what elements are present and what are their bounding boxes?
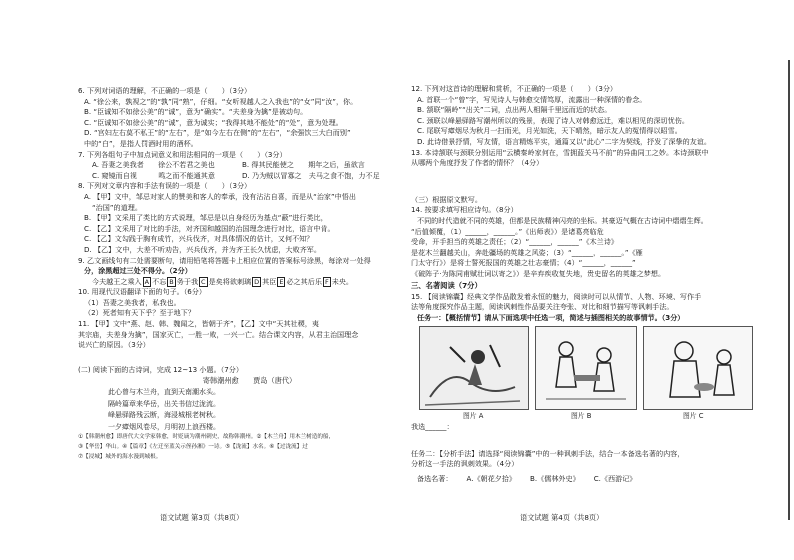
q15-stem: 15. 【阅读锦囊】经典文学作品散发着永恒的魅力，阅读时可以从情节、人物、环境、写作手 xyxy=(411,291,702,301)
right-page xyxy=(397,0,794,560)
q9-break-e[interactable]: E xyxy=(279,277,284,286)
q12-option-b-cont: C. 颈联以峰悬驿路写潮州所以的残景，表现了诗人对韩愈远迁，难以相见的深切忧伤。 xyxy=(417,115,689,125)
q7-option-d: D. 乃为贼以冒寡之 夫马之食不饱，力不足 xyxy=(242,170,380,180)
q9-break-d[interactable]: D xyxy=(254,277,260,286)
poem-note-3: ⑦【浸城】城外的海水漫到城根。 xyxy=(78,454,162,461)
q7-options-row2 xyxy=(78,171,381,182)
q7-options-row1 xyxy=(78,160,381,171)
q9-sentence xyxy=(78,277,381,288)
left-footer: 语文试题 第3页（共8页） xyxy=(160,513,244,522)
section-3-title: （三）根据原文默写。 xyxy=(411,194,482,204)
caption-c: 图片 C xyxy=(683,412,704,421)
q6-stem: 6. 下列对词语的理解，不正确的一项是（ ）（3分） xyxy=(78,86,252,95)
q7-stem: 7. 下列各组句子中加点词意义和用法相同的一项是（ ）（3分） xyxy=(78,149,287,159)
section-4-title: 三、名著阅读（7分） xyxy=(411,280,482,290)
caption-b: 图片 B xyxy=(571,412,592,421)
section-2-title: (二) 阅读下面的古诗词，完成 12~13 小题。（7分） xyxy=(78,364,243,374)
q14-para-4[interactable]: 是花木兰翻越关山，奔赴疆场的英雄之风姿；（3）“______，______。”《雁 xyxy=(411,247,643,257)
q6-option-c: C. “臣诚知不如徐公美”的“诚”，意为诚实；“我得其地不能处”的“处”，意为处理。 xyxy=(84,117,343,127)
q14-para-5[interactable]: 门太守行》）是将士誓死报国的英雄之壮志豪情；（4）“______，______” xyxy=(411,258,636,268)
q7-option-b: B. 得其民能使之 期年之后，虽欲言 xyxy=(242,160,365,170)
q9-text-3: 务于我 xyxy=(176,276,199,286)
q11-line-3: 说兴亡的原因。（3分） xyxy=(78,340,150,350)
book-c: C.《西游记》 xyxy=(593,474,637,484)
q14-para-1: 不同的时代造就不同的英雄，但都是民族精神闪亮的坐标。其豪迈气概在古诗词中熠熠生辉。 xyxy=(417,215,708,225)
illustration-c xyxy=(643,326,753,410)
poem-line-3: 峰悬驿路残云断，海浸城根老树秋。 xyxy=(108,411,220,420)
q9-break-f[interactable]: F xyxy=(324,277,329,286)
q7-option-c: C. 窥镜而自视 鸣之而不能通其意 xyxy=(92,170,215,180)
q13-stem-cont: 从哪两个角度抒发了作者的情怀？（4分） xyxy=(411,158,544,168)
poem-line-4: 一夕瘴烟风卷尽，月明初上浪西楼。 xyxy=(108,422,220,431)
book-a: A.《朝花夕拾》 xyxy=(466,474,517,484)
q6-option-d-cont: 中的“白”，是指人罚酒时用的酒杯。 xyxy=(84,138,198,148)
q6-option-d: D. “宫妇左右莫不私王”的“左右”，是“如今左右在侧”的“左右”，“余强饮三大白而别” xyxy=(84,128,351,138)
q9-text-1: 今夫越王之乘入 xyxy=(92,276,142,286)
task-2-cont: 分析这一手法的讽刺效果。（4分） xyxy=(411,459,519,469)
task-2: 任务二：【分析手法】请选择“阅读锦囊”中的一种讽刺手法，结合一本备选名著的内容， xyxy=(411,448,685,458)
q7-option-a: A. 吾妻之美我者 徐公不若君之美也 xyxy=(92,160,215,170)
q14-para-2[interactable]: “后值倾覆，（1）______，______。”《出师表》）是诸葛亮临危 xyxy=(411,226,604,236)
books-row xyxy=(411,474,774,485)
q9-sub: 分，涂黑超过三处不得分。（2分） xyxy=(84,266,192,276)
q8-option-b: B. 【甲】文采用了类比的方式说理，邹忌是以自身经历为基点“蔽”进行类比， xyxy=(84,213,328,223)
q11-line-2: 其宗庙，夫差身为擒”，国家灭亡，一胜一败，一兴一亡。结合课文内容，从君主治国理念 xyxy=(78,329,359,339)
q12-option-a: A. 首联一个“曾”字，写见诗人与韩愈交情笃厚，流露出一种深情的眷念。 xyxy=(417,94,647,104)
q14-para-3[interactable]: 受命，开手担当的英雄之责任；（2）“______，______”《木兰诗》 xyxy=(411,237,618,247)
q8-option-b-cont: C. 【乙】文采用了对比的手法，对齐国和越国的治国理念进行对比，语言中肯。 xyxy=(84,223,335,233)
scan-edge xyxy=(788,60,790,520)
q8-option-a-cont: “治国”的道理。 xyxy=(92,202,142,212)
q9-text-6: 必之其后乐 xyxy=(286,276,322,286)
q9-text-2: 不忘 xyxy=(152,276,167,286)
q9-break-c[interactable]: C xyxy=(201,277,206,286)
q9-text-4: 是矣将欲刺璃 xyxy=(208,276,252,286)
q9-stem: 9. 乙文画线句有二处需要断句，请用铅笔将答题卡上相应位置的答案标号涂黑，每涂对一处得 xyxy=(78,255,371,265)
q13-stem: 13. 本诗颔联与颈联分别运用“云横秦岭家何在，雪拥蓝关马不前”的异曲同工之妙。本诗颈联中 xyxy=(411,147,709,157)
q8-stem: 8. 下列对文章内容和手法有误的一项是（ ）（3分） xyxy=(78,181,252,191)
poem-title: 寄韩潮州愈 贾岛（唐代） xyxy=(202,376,297,386)
illustration-b xyxy=(535,326,637,410)
choose-line[interactable]: 我选______： xyxy=(411,422,454,432)
q9-break-b[interactable]: B xyxy=(169,277,174,286)
q11-stem: 11. 【甲】文中“燕、赵、韩、魏闻之，皆朝于齐”，【乙】文中“天其社稷，夷 xyxy=(78,319,319,329)
right-footer: 语文试题 第4页（共8页） xyxy=(520,513,604,522)
q15-stem-cont: 法等角度探究作品主题，阅读讽刺性作品要关注夸张、对比和细节描写等讽刺手法。 xyxy=(411,302,674,312)
q12-option-c: C. 尾联写瘴烟尽为秋月一扫而光，月光如洗，天下晴然，暗示友人的冤情得以昭雪。 xyxy=(417,126,682,136)
illustration-a xyxy=(419,326,529,410)
book-b: B.《儒林外史》 xyxy=(530,474,580,484)
q10-sentence-1: （1）吾妻之美我者，私我也。 xyxy=(84,297,181,307)
q9-text-5: 其臣 xyxy=(262,276,277,286)
q9-break-a[interactable]: A xyxy=(144,277,150,286)
poem-note-1: ①【韩潮州愈】即唐代大文学家韩愈，时贬谪为潮州刺史，故称韩潮州。②【木兰舟】用木兰树造的船， xyxy=(78,434,335,441)
poem-note-2: ③【华岳】华山。④【篇章】《左迁至蓝关示侄孙湘》一诗。⑤【泷流】水名。⑥【过泷流】过 xyxy=(78,444,308,451)
q6-option-b: B. “臣诚知不如徐公美”的“诚”，意为“确实”。“夫差身为擒”是被动句。 xyxy=(84,107,308,117)
task-1: 任务一：【概括情节】请从下面选项中任选一项，简述与插图相关的故事情节。（3分） xyxy=(417,312,685,322)
books-label: 备选名著： xyxy=(417,474,453,484)
caption-a: 图片 A xyxy=(463,412,484,421)
q12-option-b: B. 颔联“隔岭”“出关”二词，点出两人相隔千里远而近的状态。 xyxy=(417,105,612,115)
poem-line-1: 此心曾与木兰舟，直到天南潮水头。 xyxy=(108,388,220,397)
poem-line-2: 隔岭篇章来华岳，出关书信过泷流。 xyxy=(108,399,220,408)
q10-stem: 10. 用现代汉语翻译下面的句子。（6分） xyxy=(78,287,206,297)
q12-option-d: D. 此诗借景抒情，写友情，语言精炼平实，通篇又以“此心”二字为契线，抒发了深挚的友谊。 xyxy=(417,136,711,146)
q8-option-c: C. 【乙】文勾践于胸有成竹，兴兵伐齐，对具体情况的估计，又何不知？ xyxy=(84,234,314,244)
q9-text-7: 未央。 xyxy=(331,276,353,286)
q12-stem: 12. 下列对这首诗的理解和赏析，不正确的一项是（ ）（3分） xyxy=(411,84,618,93)
illustrations xyxy=(411,326,774,421)
q10-sentence-2: （2）死者知有天下乎？至于地下？ xyxy=(84,308,195,318)
q14-stem: 14. 按要求填写相应诗句。（8分） xyxy=(411,205,518,215)
q8-option-d: D. 【乙】文中，大差不听劝告，兴兵伐齐，并为齐王长久忧虑，大败齐军。 xyxy=(84,244,321,254)
q8-option-a: A. 【甲】文中，邹忌对家人的赞美和客人的奉承，没有沾沾自喜，而是从“治家”中悟出 xyxy=(84,191,356,201)
q14-para-6: 《破阵子·为陈同甫赋壮词以寄之》）是辛弃疾收复失地，贵史留名的英雄之梦想。 xyxy=(411,268,666,278)
q6-option-a: A. “徐公来，孰视之”的“孰”同“熟”，仔细。“女听视越人之入我也”的“女”同“汝”，你。 xyxy=(84,96,358,106)
